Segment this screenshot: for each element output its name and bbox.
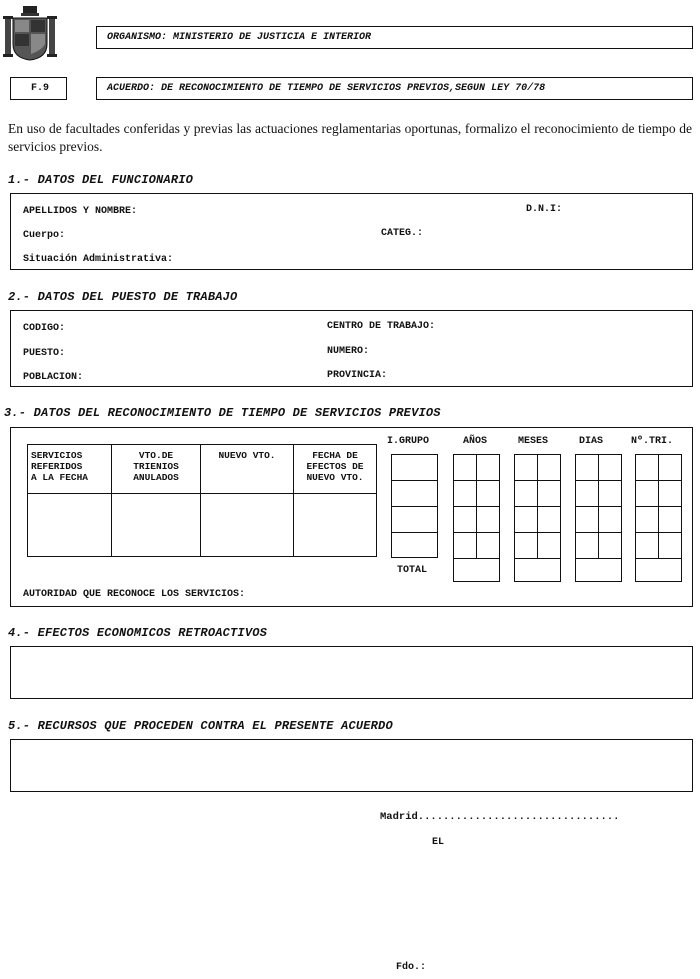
igrupo-cell[interactable] [391,506,438,533]
col-servicios-line-1: SERVICIOS [31,450,83,461]
autoridad-label: AUTORIDAD QUE RECONOCE LOS SERVICIOS: [23,589,246,600]
section-2-box [10,310,693,387]
organismo-text: ORGANISMO: MINISTERIO DE JUSTICIA E INTERIOR [107,32,372,43]
ntri-cell[interactable] [635,532,659,559]
igrupo-cell[interactable] [391,454,438,481]
meses-cell[interactable] [514,480,538,507]
ntri-cell[interactable] [658,480,682,507]
centro-label: CENTRO DE TRABAJO: [327,321,436,332]
anos-header: AÑOS [463,436,488,447]
intro-paragraph: En uso de facultades conferidas y previas las actuaciones reglamentarias oportunas, formalizo el reconocimiento de tiempo de servicios previos. [8,121,692,154]
el-label: EL [432,837,445,848]
anos-cell[interactable] [476,506,500,533]
section-3-box [10,427,693,607]
dias-cell[interactable] [575,454,599,481]
section-4-box[interactable] [10,646,693,699]
anos-cell[interactable] [453,532,477,559]
apellidos-label: APELLIDOS Y NOMBRE: [23,206,138,217]
section-1-box [10,193,693,270]
meses-cell[interactable] [537,506,561,533]
cell-nuevo-vto-value[interactable] [200,493,294,557]
ntri-cell[interactable] [635,480,659,507]
meses-grid [514,454,561,582]
meses-cell[interactable] [537,480,561,507]
col-servicios-line-2: REFERIDOS [31,461,83,472]
anos-cell[interactable] [476,454,500,481]
ntri-cell[interactable] [635,454,659,481]
meses-cell[interactable] [537,532,561,559]
dias-cell[interactable] [575,480,599,507]
categ-label: CATEG.: [381,228,424,239]
col-servicios [27,444,112,494]
section-3-title: 3.- DATOS DEL RECONOCIMIENTO DE TIEMPO DE SERVICIOS PREVIOS [4,406,441,420]
anos-cell[interactable] [476,532,500,559]
col-vto-line-3: ANULADOS [133,472,179,483]
dias-cell[interactable] [598,480,622,507]
acuerdo-box [96,77,693,100]
situacion-label: Situación Administrativa: [23,254,174,265]
acuerdo-text: ACUERDO: DE RECONOCIMIENTO DE TIEMPO DE SERVICIOS PREVIOS,SEGUN LEY 70/78 [107,83,546,94]
igrupo-cell[interactable] [391,532,438,558]
section-1-title: 1.- DATOS DEL FUNCIONARIO [8,173,194,187]
form-code: F.9 [31,83,50,94]
meses-cell[interactable] [514,454,538,481]
dias-cell[interactable] [575,506,599,533]
anos-cell[interactable] [453,506,477,533]
meses-total-cell[interactable] [514,558,561,582]
ntri-grid [635,454,682,582]
anos-cell[interactable] [476,480,500,507]
cuerpo-label: Cuerpo: [23,230,66,241]
dias-header: DIAS [579,436,604,447]
col-vto-line-1: VTO.DE [138,450,174,461]
anos-grid [453,454,500,582]
form-code-box [10,77,67,100]
col-fecha-line-2: EFECTOS DE [306,461,364,472]
total-label: TOTAL [397,565,428,576]
ntri-cell[interactable] [658,454,682,481]
coat-of-arms-icon [3,4,57,64]
ntri-total-cell[interactable] [635,558,682,582]
dni-label: D.N.I: [526,204,563,215]
madrid-date-line: Madrid................................ [380,811,620,823]
anos-cell[interactable] [453,480,477,507]
section-5-box[interactable] [10,739,693,792]
cell-servicios-value[interactable] [27,493,112,557]
organismo-box [96,26,693,49]
codigo-label: CODIGO: [23,323,66,334]
col-nuevo-vto [200,444,294,494]
poblacion-label: POBLACION: [23,372,84,383]
dias-cell[interactable] [598,506,622,533]
dias-grid [575,454,622,582]
col-fecha-line-1: FECHA DE [312,450,358,461]
section-5-title: 5.- RECURSOS QUE PROCEDEN CONTRA EL PRESENTE ACUERDO [8,719,393,733]
cell-fecha-value[interactable] [293,493,377,557]
ntri-cell[interactable] [658,532,682,559]
meses-header: MESES [518,436,549,447]
anos-total-cell[interactable] [453,558,500,582]
dias-cell[interactable] [575,532,599,559]
numero-label: NUMERO: [327,346,370,357]
puesto-label: PUESTO: [23,348,66,359]
ntri-cell[interactable] [635,506,659,533]
igrupo-cell[interactable] [391,480,438,507]
servicios-table [27,444,377,557]
section-2-title: 2.- DATOS DEL PUESTO DE TRABAJO [8,290,238,304]
anos-cell[interactable] [453,454,477,481]
dias-total-cell[interactable] [575,558,622,582]
igrupo-column [391,454,438,558]
section-4-title: 4.- EFECTOS ECONOMICOS RETROACTIVOS [8,626,268,640]
col-vto-trienios [111,444,201,494]
meses-cell[interactable] [537,454,561,481]
col-nuevo-vto-line-1: NUEVO VTO. [218,450,276,461]
col-fecha-line-3: NUEVO VTO. [306,472,364,483]
cell-vto-value[interactable] [111,493,201,557]
fdo-label: Fdo.: [396,962,427,973]
meses-cell[interactable] [514,532,538,559]
col-vto-line-2: TRIENIOS [133,461,179,472]
ntri-header: Nº.TRI. [631,436,674,447]
provincia-label: PROVINCIA: [327,370,388,381]
ntri-cell[interactable] [658,506,682,533]
col-fecha-efectos [293,444,377,494]
col-servicios-line-3: A LA FECHA [31,472,89,483]
igrupo-header: I.GRUPO [387,436,430,447]
meses-cell[interactable] [514,506,538,533]
dias-cell[interactable] [598,532,622,559]
dias-cell[interactable] [598,454,622,481]
